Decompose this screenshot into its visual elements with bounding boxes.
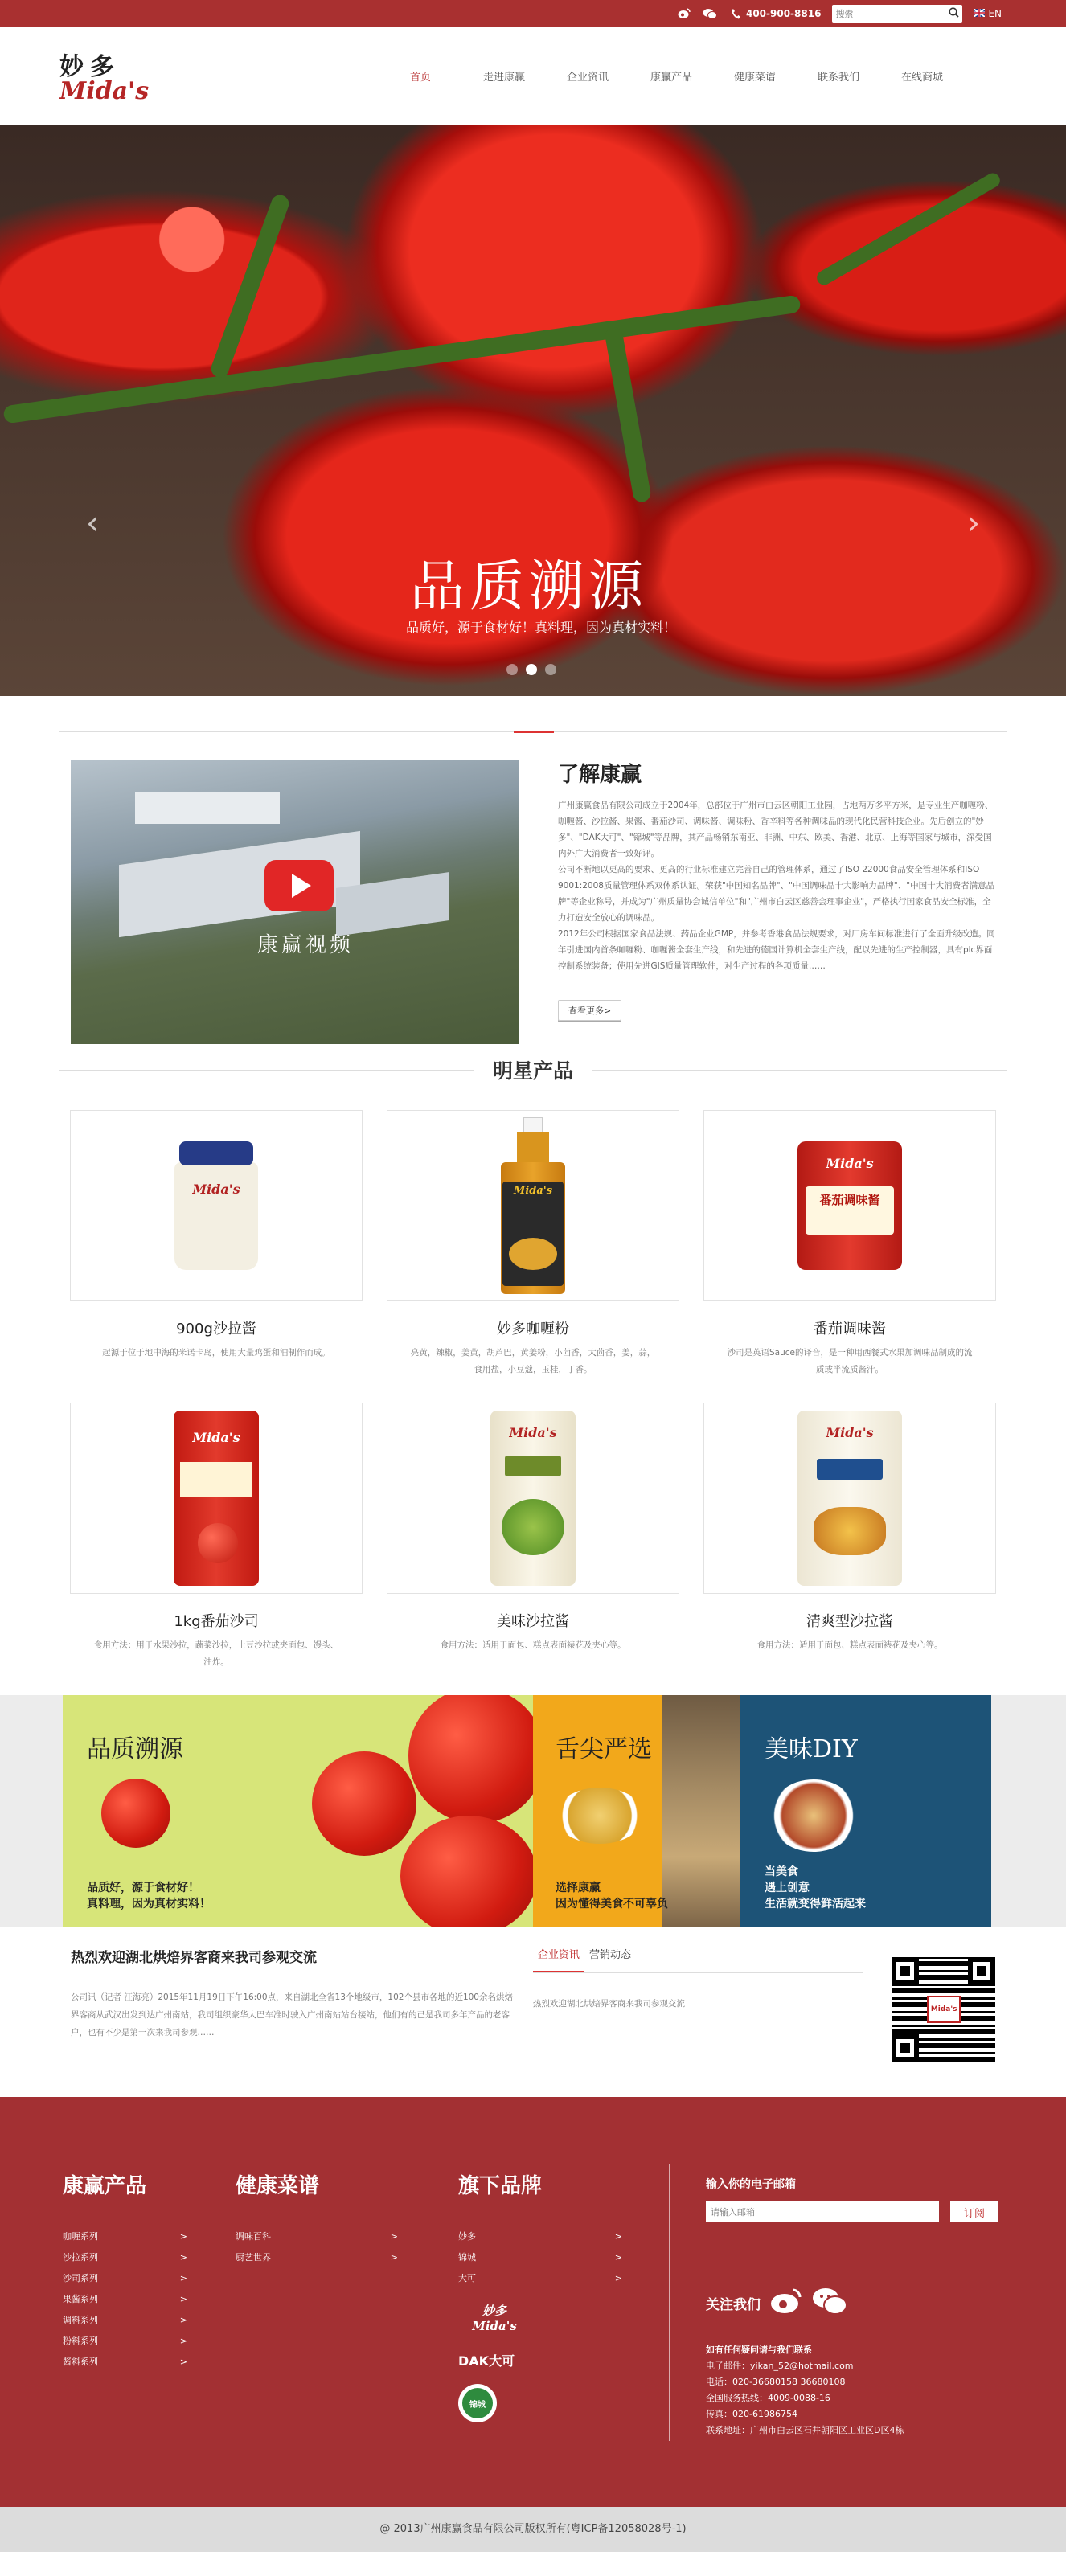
tomato-vine bbox=[814, 170, 1002, 288]
contact-phone: 电话：020-36680158 36680108 bbox=[706, 2377, 846, 2387]
phone-hotline bbox=[728, 6, 821, 21]
nav-products[interactable]: 康赢产品 bbox=[650, 72, 692, 84]
banner-selection-text: 选择康赢 因为懂得美食不可辜负 bbox=[556, 1882, 668, 1910]
tomato-image bbox=[312, 1751, 416, 1856]
about-paragraph: 广州康赢食品有限公司成立于2004年，总部位于广州市白云区朝阳工业园，占地两万多平方米，是专业生产咖喱粉、咖喱酱、沙拉酱、果酱、番茄沙司、调味酱、调味粉、香辛料等各种调味品的现代化民营科技企业。先后创立的"妙多"、"DAK大可"、"锦城"等品牌，其产品畅销东南亚、非洲、中东、欧美、香港、北京、上海等国家与城市，深受国内外广大消费者一致好评。 bbox=[557, 801, 994, 858]
product-card[interactable] bbox=[703, 1110, 996, 1378]
factory-building bbox=[135, 792, 280, 824]
contact-address: 联系地址：广州市白云区石井朝阳区工业区D区4栋 bbox=[706, 2425, 904, 2435]
product-desc: 起源于位于地中海的米诺卡岛，使用大量鸡蛋和油制作而成。 bbox=[102, 1348, 330, 1358]
product-label: 番茄调味酱 bbox=[819, 1193, 880, 1207]
footer-products-col bbox=[63, 2169, 187, 2373]
footer-link[interactable]: 锦城 > bbox=[458, 2247, 622, 2268]
search-input[interactable] bbox=[835, 9, 949, 19]
footer-link[interactable]: 咖喱系列 > bbox=[63, 2226, 187, 2247]
phone-number: 400-900-8816 bbox=[745, 8, 822, 19]
tomato-image bbox=[408, 1695, 533, 1824]
banner-quality-text: 品质好，源于食材好！ 真料理，因为真材实料！ bbox=[87, 1882, 211, 1910]
nav-shop[interactable]: 在线商城 bbox=[900, 72, 943, 84]
banner-quality[interactable] bbox=[63, 1695, 533, 1927]
footer-link[interactable]: 沙拉系列 > bbox=[63, 2247, 187, 2268]
product-image-salad-pouch[interactable] bbox=[387, 1403, 679, 1594]
about-text bbox=[558, 760, 995, 1046]
light-salad-pouch-image bbox=[797, 1411, 902, 1586]
product-grid bbox=[0, 1094, 1066, 1671]
product-brand-mark: Mida's bbox=[509, 1425, 557, 1440]
logo-english: Mida's bbox=[59, 77, 150, 105]
hero-subtitle: 品质好，源于食材好！真料理，因为真材实料！ bbox=[406, 620, 677, 635]
footer-col-title: 健康菜谱 bbox=[236, 2174, 320, 2198]
footer-link[interactable]: 大可 > bbox=[458, 2268, 622, 2289]
product-card[interactable] bbox=[703, 1403, 996, 1671]
curry-bottle-image bbox=[501, 1117, 565, 1294]
top-bar bbox=[0, 0, 1066, 27]
news-tab-bar bbox=[533, 1946, 863, 1973]
product-desc: 亮黄，辣椒，姜黄，胡芦巴，黄姜粉，小茴香，大茴香，姜，蒜，食用盐，小豆蔻，玉桂，丁香。 bbox=[410, 1348, 656, 1374]
products-heading bbox=[59, 1046, 1007, 1094]
product-brand-mark: Mida's bbox=[513, 1185, 553, 1197]
copyright-bar: @ 2013广州康赢食品有限公司版权所有(粤ICP备12058028号-1) bbox=[0, 2507, 1066, 2552]
chevron-right-icon: > bbox=[614, 2273, 622, 2283]
product-brand-mark: Mida's bbox=[826, 1425, 874, 1440]
chevron-right-icon: > bbox=[614, 2231, 622, 2242]
news-headline[interactable]: 热烈欢迎湖北烘焙界客商来我司参观交流 bbox=[71, 1950, 317, 1966]
product-name[interactable]: 1kg番茄沙司 bbox=[174, 1613, 259, 1630]
salad-jar-image bbox=[174, 1141, 258, 1270]
nav-recipes[interactable]: 健康菜谱 bbox=[733, 72, 776, 84]
search-box bbox=[832, 5, 962, 23]
footer-link[interactable]: 调料系列 > bbox=[63, 2310, 187, 2331]
products-title: 明星产品 bbox=[474, 1059, 592, 1083]
product-image-ketchup-pouch[interactable] bbox=[70, 1403, 363, 1594]
tomato-vine bbox=[2, 295, 801, 424]
slider-dot[interactable] bbox=[545, 664, 556, 675]
nav-news[interactable]: 企业资讯 bbox=[566, 72, 609, 84]
product-brand-mark: Mida's bbox=[826, 1156, 874, 1171]
chevron-right-icon: > bbox=[179, 2357, 187, 2367]
nav-home[interactable]: 首页 bbox=[409, 72, 431, 84]
chevron-right-icon: > bbox=[390, 2231, 398, 2242]
about-paragraph: 2012年公司根据国家食品法规、药品企业GMP，并参考香港食品法规要求，对厂房车间标准进行了全面升级改造。同年引进国内首条咖喱粉、咖喱酱全套生产线，和先进的德国计算机全套生产线，配以先进的生产控制器，具有plc界面控制系统装备；使用先进GIS质量管理软件，对生产过程的各项质量…… bbox=[557, 929, 995, 971]
about-title: 了解康赢 bbox=[557, 763, 642, 787]
banner-quality-title: 品质溯源 bbox=[87, 1735, 183, 1763]
language-label: EN bbox=[988, 8, 1002, 19]
company-video[interactable] bbox=[71, 760, 519, 1044]
feature-banner bbox=[0, 1695, 1066, 1927]
tomato-image bbox=[101, 1779, 170, 1848]
footer-col-title: 康赢产品 bbox=[63, 2174, 147, 2198]
banner-selection[interactable] bbox=[533, 1695, 740, 1927]
product-image-ketchup-can[interactable] bbox=[703, 1110, 996, 1301]
logo-chinese: 妙多 bbox=[59, 53, 121, 81]
subscribe-button[interactable]: 订阅 bbox=[950, 2201, 998, 2222]
chevron-right-icon: > bbox=[179, 2336, 187, 2346]
wechat-icon[interactable] bbox=[812, 2287, 847, 2320]
news-tabs bbox=[533, 1946, 863, 2065]
main-nav bbox=[379, 68, 964, 84]
chevron-right-icon: > bbox=[179, 2273, 187, 2283]
hero-slider bbox=[0, 125, 1066, 696]
tab-marketing-news[interactable]: 营销动态 bbox=[588, 1949, 631, 1961]
nav-about[interactable]: 走进康赢 bbox=[482, 72, 525, 84]
tab-company-news[interactable]: 企业资讯 bbox=[533, 1946, 584, 1972]
read-more-button[interactable]: 查看更多> bbox=[558, 1000, 621, 1021]
contact-hotline: 全国服务热线：4009-0088-16 bbox=[706, 2393, 830, 2403]
banner-diy-text: 当美食 遇上创意 生活就变得鲜活起来 bbox=[765, 1865, 866, 1910]
product-name[interactable]: 妙多咖喱粉 bbox=[497, 1321, 569, 1337]
hero-title: 品质溯源 bbox=[410, 555, 649, 619]
divider-accent bbox=[514, 731, 554, 733]
slider-next-arrow[interactable]: › bbox=[967, 505, 980, 542]
flag-icon bbox=[974, 8, 985, 19]
footer-link[interactable]: 妙多 > bbox=[458, 2226, 622, 2247]
banner-selection-title: 舌尖严选 bbox=[556, 1735, 652, 1763]
about-section bbox=[0, 732, 1066, 1046]
product-card[interactable] bbox=[387, 1110, 679, 1378]
product-card[interactable] bbox=[70, 1403, 363, 1671]
chevron-right-icon: > bbox=[179, 2231, 187, 2242]
news-section bbox=[0, 1927, 1066, 2097]
chevron-right-icon: > bbox=[179, 2294, 187, 2304]
slider-prev-arrow[interactable]: ‹ bbox=[86, 505, 99, 542]
video-play-icon[interactable] bbox=[264, 860, 334, 911]
footer-link[interactable]: 沙司系列 > bbox=[63, 2268, 187, 2289]
follow-us bbox=[706, 2287, 1003, 2320]
news-list-item[interactable]: 热烈欢迎湖北烘焙界客商来我司参观交流 bbox=[532, 1999, 685, 2009]
footer-brands-col bbox=[458, 2169, 622, 2422]
product-desc: 食用方法：适用于面包、糕点表面裱花及夹心等。 bbox=[756, 1640, 943, 1650]
weibo-icon[interactable] bbox=[677, 6, 691, 21]
footer-recipes-col bbox=[236, 2169, 398, 2268]
follow-label: 关注我们 bbox=[706, 2297, 761, 2313]
contact-heading: 如有任何疑问请与我们联系 bbox=[706, 2345, 812, 2355]
featured-news bbox=[71, 1946, 517, 2065]
brand-logo[interactable] bbox=[59, 44, 164, 109]
product-name[interactable]: 番茄调味酱 bbox=[814, 1321, 886, 1337]
slider-dot-active[interactable] bbox=[526, 664, 537, 675]
footer-subscribe bbox=[706, 2176, 1003, 2439]
brand-logo-midas[interactable]: 妙多 Mida's bbox=[472, 2304, 517, 2333]
ketchup-pouch-image bbox=[174, 1411, 259, 1586]
tomato-image bbox=[400, 1816, 533, 1927]
phone-icon bbox=[728, 6, 743, 21]
footer-brand-logos bbox=[458, 2302, 622, 2422]
nav-contact[interactable]: 联系我们 bbox=[817, 72, 859, 84]
banner-diy-title: 美味DIY bbox=[765, 1735, 858, 1763]
footer-col-title: 旗下品牌 bbox=[458, 2174, 543, 2198]
product-card[interactable] bbox=[70, 1110, 363, 1378]
email-label: 输入你的电子邮箱 bbox=[706, 2178, 796, 2191]
site-header bbox=[0, 27, 1066, 125]
section-divider bbox=[59, 731, 1007, 732]
qr-code-icon bbox=[892, 1957, 995, 2062]
product-image-light-salad[interactable] bbox=[703, 1403, 996, 1594]
site-footer bbox=[0, 2097, 1066, 2507]
tomato-vine bbox=[604, 326, 652, 503]
footer-link[interactable]: 酱料系列 > bbox=[63, 2352, 187, 2373]
grain-bowl-image bbox=[556, 1788, 644, 1844]
weibo-icon[interactable] bbox=[770, 2287, 802, 2319]
wheat-image bbox=[662, 1695, 740, 1927]
product-name[interactable]: 900g沙拉酱 bbox=[176, 1321, 256, 1337]
video-caption: 康赢视频 bbox=[257, 933, 355, 957]
tomato-vine bbox=[209, 192, 292, 379]
contact-email: 电子邮件：yikan_52@hotmail.com bbox=[706, 2361, 854, 2371]
email-field[interactable] bbox=[706, 2201, 939, 2222]
slider-dots bbox=[506, 664, 556, 675]
wechat-icon[interactable] bbox=[703, 6, 717, 21]
product-name[interactable]: 美味沙拉酱 bbox=[497, 1613, 569, 1630]
qr-logo: Mida's bbox=[927, 1996, 961, 2023]
footer-link[interactable]: 厨艺世界 > bbox=[236, 2247, 398, 2268]
product-brand-mark: Mida's bbox=[192, 1182, 240, 1197]
chevron-right-icon: > bbox=[614, 2252, 622, 2263]
footer-divider bbox=[669, 2164, 670, 2441]
product-brand-mark: Mida's bbox=[192, 1430, 240, 1445]
footer-link[interactable]: 果酱系列 > bbox=[63, 2289, 187, 2310]
banner-diy[interactable] bbox=[740, 1695, 991, 1927]
ketchup-can-image bbox=[797, 1141, 902, 1270]
chevron-right-icon: > bbox=[179, 2252, 187, 2263]
brand-logo-jincheng[interactable]: 锦城 bbox=[458, 2384, 497, 2422]
about-paragraph: 公司不断地以更高的要求、更高的行业标准建立完善自己的管理体系，通过了ISO 22000食品安全管理体系和ISO 9001:2008质量管理体系双体系认证。荣获"中国知名品牌"、"中国调味品十大影响力品牌"、"中国十大消费者满意品牌"等企业称号，并成为"广州质量协会诚信单位"和"广州市白云区慈善会理事企业"，严格执行国家食品安全标准，全力打造安全放心的调味品。 bbox=[557, 865, 995, 923]
news-body: 公司讯（记者 汪海亮）2015年11月19日下午16:00点，来自湖北全省13个地级市，102个县市各地的近100余名烘焙界客商从武汉出发到达广州南站，我司组织豪华大巴车准时驶入广州南站站台接站，他们有的已是我司多年产品的老客户，也有不少是第一次来我司参观…… bbox=[71, 1992, 513, 2037]
brand-logo-dak[interactable]: DAK大可 bbox=[458, 2353, 515, 2369]
slider-dot[interactable] bbox=[506, 664, 518, 675]
product-desc: 沙司是英语Sauce的译音，是一种用西餐式水果加调味品制成的流质或半流质酱汁。 bbox=[727, 1348, 973, 1374]
dish-image bbox=[769, 1779, 858, 1852]
product-name[interactable]: 清爽型沙拉酱 bbox=[806, 1613, 893, 1630]
salad-pouch-image bbox=[490, 1411, 576, 1586]
search-icon[interactable] bbox=[949, 7, 959, 20]
product-image-salad-jar[interactable] bbox=[70, 1110, 363, 1301]
product-desc: 食用方法：用于水果沙拉，蔬菜沙拉，土豆沙拉或夹面包、馒头、油炸。 bbox=[93, 1640, 339, 1667]
contact-fax: 传真：020-61986754 bbox=[706, 2409, 797, 2419]
product-desc: 食用方法：适用于面包、糕点表面裱花及夹心等。 bbox=[440, 1640, 626, 1650]
footer-link[interactable]: 粉料系列 > bbox=[63, 2331, 187, 2352]
language-switch[interactable] bbox=[974, 8, 1002, 19]
contact-info bbox=[706, 2342, 1003, 2439]
product-image-curry[interactable] bbox=[387, 1110, 679, 1301]
chevron-right-icon: > bbox=[390, 2252, 398, 2263]
chevron-right-icon: > bbox=[179, 2315, 187, 2325]
footer-link[interactable]: 调味百科 > bbox=[236, 2226, 398, 2247]
product-card[interactable] bbox=[387, 1403, 679, 1671]
